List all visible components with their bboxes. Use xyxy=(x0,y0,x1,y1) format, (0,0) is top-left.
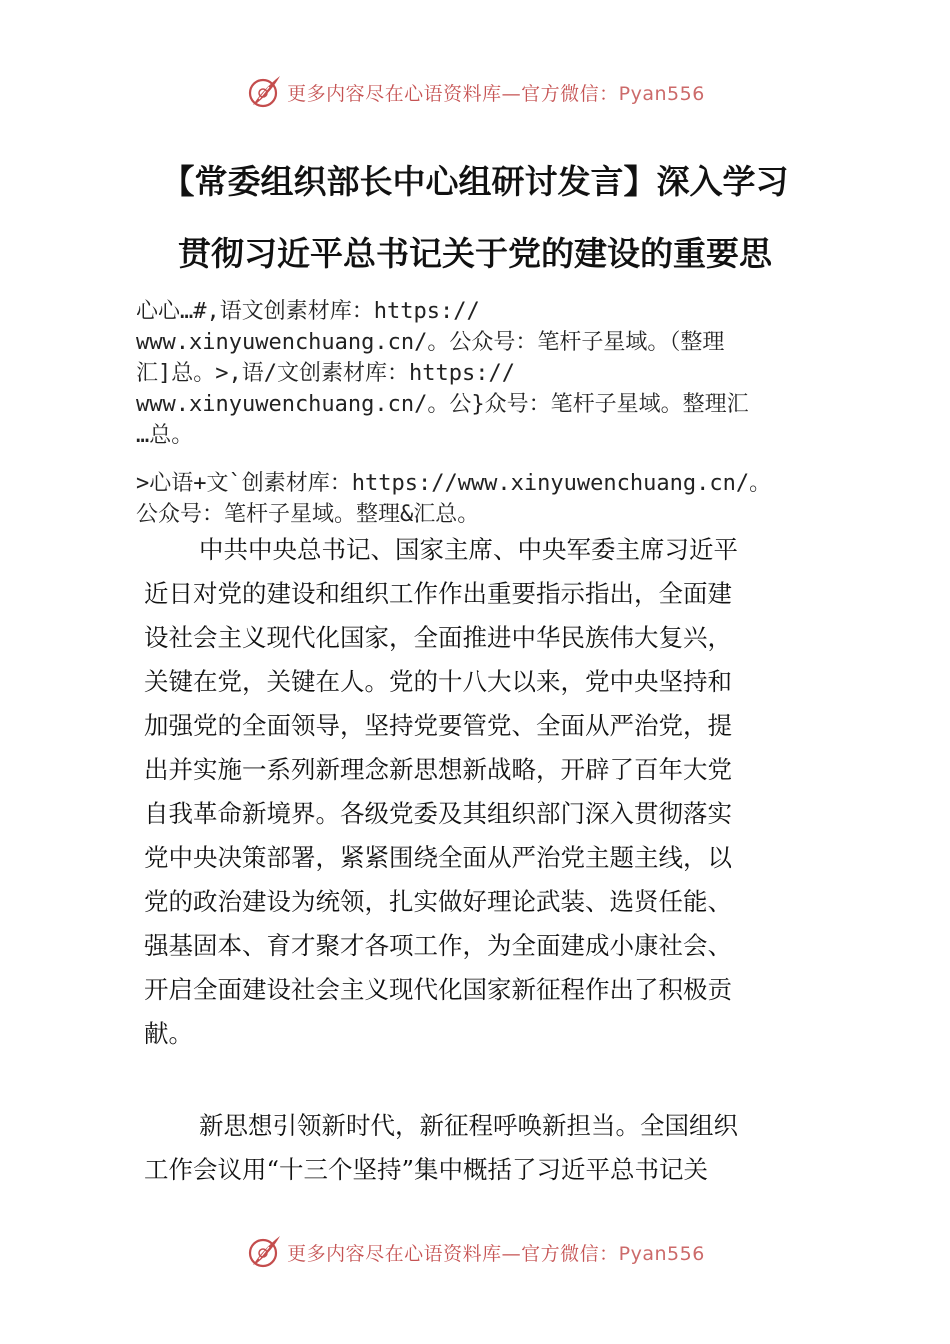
watermark-line: www.xinyuwenchuang.cn/。公}众号：笔杆子星域。整理汇 xyxy=(136,392,749,417)
header-banner-text xyxy=(287,79,705,106)
paragraph-line: 近日对党的建设和组织工作作出重要指示指出，全面建 xyxy=(144,579,732,608)
watermark-line: www.xinyuwenchuang.cn/。公众号：笔杆子星域。（整理 xyxy=(136,330,725,355)
header-wechat-id: Pyan556 xyxy=(618,82,705,105)
footer-banner-label: 更多内容尽在心语资料库—官方微信： xyxy=(287,1242,619,1265)
paragraph-line: 设社会主义现代化国家，全面推进中华民族伟大复兴， xyxy=(144,623,732,652)
paragraph-line: 出并实施一系列新理念新思想新战略，开辟了百年大党 xyxy=(144,755,732,784)
paragraph-line: 开启全面建设社会主义现代化国家新征程作出了积极贡 xyxy=(144,975,732,1004)
header-banner-label: 更多内容尽在心语资料库—官方微信： xyxy=(287,82,619,105)
paragraph-line: 党的政治建设为统领，扎实做好理论武装、选贤任能、 xyxy=(144,887,732,916)
paragraph-line: 献。 xyxy=(144,1019,193,1048)
paragraph-line: 关键在党，关键在人。党的十八大以来，党中央坚持和 xyxy=(144,667,732,696)
header-banner xyxy=(0,72,950,112)
footer-banner-text xyxy=(287,1239,705,1266)
footer-wechat-id: Pyan556 xyxy=(618,1242,705,1265)
paragraph-line: 加强党的全面领导，坚持党要管党、全面从严治党，提 xyxy=(144,711,732,740)
body-paragraph-1 xyxy=(144,528,814,1056)
quill-circle-icon xyxy=(245,72,285,112)
watermark-line: >心语+文`创素材库：https://www.xinyuwenchuang.cn/。 xyxy=(136,471,772,496)
watermark-line: 心心…#,语文创素材库：https:// xyxy=(136,299,480,324)
quill-circle-icon xyxy=(245,1232,285,1272)
watermark-block-1 xyxy=(136,296,836,451)
document-title-line-1: 【常委组织部长中心组研讨发言】深入学习 xyxy=(161,162,789,201)
paragraph-line: 自我革命新境界。各级党委及其组织部门深入贯彻落实 xyxy=(144,799,732,828)
watermark-block-2 xyxy=(136,468,836,530)
paragraph-line: 新思想引领新时代，新征程呼唤新担当。全国组织 xyxy=(199,1111,738,1140)
document-title-line-2: 贯彻习近平总书记关于党的建设的重要思 xyxy=(178,234,772,273)
watermark-line: 汇]总。>,语/文创素材库：https:// xyxy=(136,361,515,386)
paragraph-line: 中共中央总书记、国家主席、中央军委主席习近平 xyxy=(199,535,738,564)
body-paragraph-2 xyxy=(144,1104,814,1192)
watermark-line: …总。 xyxy=(136,423,194,448)
paragraph-line: 党中央决策部署，紧紧围绕全面从严治党主题主线，以 xyxy=(144,843,732,872)
footer-banner xyxy=(0,1232,950,1272)
watermark-line: 公众号：笔杆子星域。整理&汇总。 xyxy=(136,502,480,527)
paragraph-line: 强基固本、育才聚才各项工作，为全面建成小康社会、 xyxy=(144,931,732,960)
paragraph-line: 工作会议用“十三个坚持”集中概括了习近平总书记关 xyxy=(144,1155,709,1184)
